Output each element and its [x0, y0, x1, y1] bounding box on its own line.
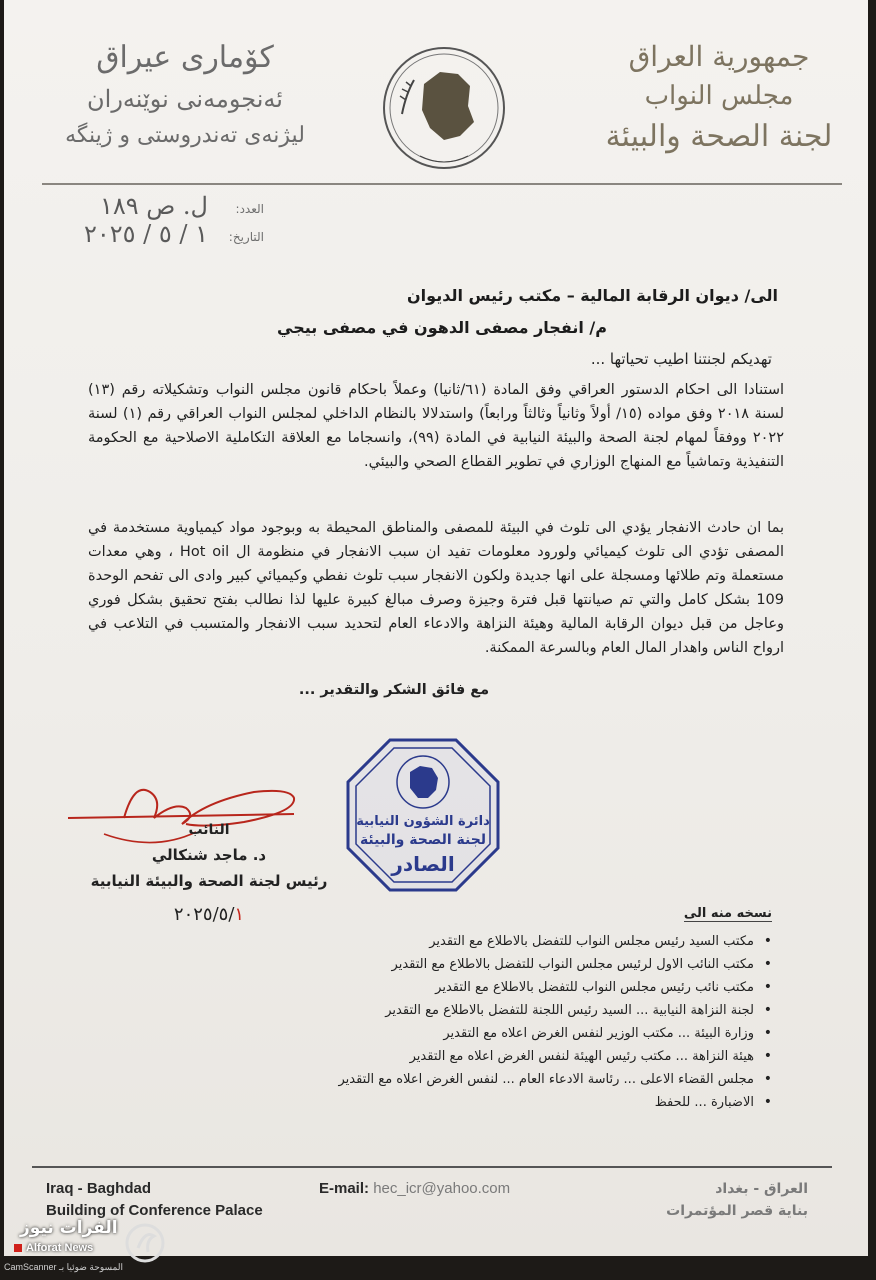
letter-page	[4, 0, 868, 1256]
list-item: • هيئة النزاهة ... مكتب رئيس الهيئة لنفس الغرض اعلاه مع التقدير	[212, 1045, 772, 1068]
recipient: الى/ ديوان الرقابة المالية – مكتب رئيس الديوان	[407, 286, 778, 305]
greeting: تهديكم لجنتنا اطيب تحياتها ...	[590, 350, 772, 368]
subject: م/ انفجار مصفى الدهون في مصفى بيجي	[277, 318, 607, 337]
list-item: • وزارة البيئة ... مكتب الوزير لنفس الغرض اعلاه مع التقدير	[212, 1022, 772, 1045]
watermark-square-icon	[14, 1244, 22, 1252]
header-kurdish-line2: ئەنجومەنی نوێنەران	[87, 85, 283, 113]
list-item: • مكتب السيد رئيس مجلس النواب للتفضل بالاطلاع مع التقدير	[212, 930, 772, 953]
stamp-line1: دائرة الشؤون النيابية	[356, 814, 490, 829]
header-arabic	[604, 40, 834, 162]
iraq-map-icon	[422, 72, 474, 140]
footer-email	[319, 1180, 510, 1197]
watermark-arabic: الفرات نيوز	[20, 1218, 118, 1238]
footer-address-en	[46, 1178, 263, 1222]
scanner-label: CamScanner المسوحة ضوئيا بـ	[4, 1262, 123, 1272]
footer-building-ar: بناية قصر المؤتمرات	[666, 1203, 808, 1219]
number-value: ل. ص ١٨٩	[99, 192, 208, 220]
header-kurdish-line1: كۆماری عیراق	[96, 40, 274, 75]
date-label: التاريخ:	[228, 230, 264, 244]
number-label: العدد:	[235, 202, 264, 216]
signature-date-printed: ٢٠٢٥/٥/	[173, 904, 235, 925]
list-item: • الاضبارة ... للحفظ	[212, 1091, 772, 1114]
watermark-logo-icon	[124, 1222, 166, 1264]
header-kurdish-line3: لیژنەی تەندروستی و ژینگە	[65, 123, 305, 148]
list-item: • مكتب نائب رئيس مجلس النواب للتفضل بالاطلاع مع التقدير	[212, 976, 772, 999]
body-paragraph-2: بما ان حادث الانفجار يؤدي الى تلوث في البيئة للمصفى والمناطق المحيطة به وبوجود مواد كيمياوية مستخدمة في المصفى تؤدي الى تلوث كيميائي ولورود معلومات تفيد ان سبب الانفجار في منظومة ال Hot oil ، وهي معدات مستعملة وتم طلائها ومسجلة على انها جديدة ولكون الانفجار سبب تلوث نفطي وكيميائي كبير وادى الى تفحم الوحدة 109 بشكل كامل والتي تم صيانتها قبل فترة وجيزة وصرف مبالغ كبيرة عليها لذا نطالب بفتح تحقيق بشكل فوري وعاجل من قبل ديوان الرقابة المالية وهيئة النزاهة والادعاء العام لتحديد سبب الانفجار والمتسبب في التلاعب في ارواح الناس واهدار المال العام وبالسرعة الممكنة.	[88, 520, 784, 656]
signer-title: النائب	[188, 822, 230, 838]
copies-list	[212, 930, 772, 1114]
header-divider	[42, 183, 842, 185]
stamp-line2: لجنة الصحة والبيئة	[359, 832, 487, 848]
header-arabic-line2: مجلس النواب	[644, 81, 794, 111]
signer-role: رئيس لجنة الصحة والبيئة النيابية	[90, 872, 328, 890]
signature-date-handwritten: ١	[234, 904, 245, 925]
reference-block	[34, 192, 264, 252]
stamp-line3: الصادر	[391, 852, 455, 876]
copies-title: نسخه منه الى	[683, 906, 772, 921]
email-value: hec_icr@yahoo.com	[373, 1180, 511, 1197]
watermark-english: Alforat News	[26, 1242, 94, 1254]
signature-date	[44, 904, 374, 925]
footer-city: Iraq - Baghdad	[46, 1180, 152, 1197]
footer-address-ar	[666, 1178, 808, 1222]
signer-name: د. ماجد شنكالي	[151, 846, 267, 864]
body-paragraph-1: استنادا الى احكام الدستور العراقي وفق المادة (٦١/ثانيا) وعملاً باحكام قانون مجلس النواب وتشكيلاته رقم (١٣) لسنة ٢٠١٨ وفق مواده (١٥/ أولاً وثانياً وثالثاً ورابعاً) واستدلالا بالنظام الداخلي لمجلس النواب العراقي رقم (١) لسنة ٢٠٢٢ ووفقاً لمهام لجنة الصحة والبيئة النيابية في المادة (٩٩)، وانسجاما مع العلاقة التكاملية الاصلاحية مع الحكومة التنفيذية وتماشياً مع المنهاج الوزاري في تطوير القطاع الصحي والبيئي.	[88, 382, 784, 470]
footer-divider	[32, 1166, 832, 1168]
list-item: • مكتب النائب الاول لرئيس مجلس النواب للتفضل بالاطلاع مع التقدير	[212, 953, 772, 976]
header-arabic-line1: جمهورية العراق	[628, 40, 810, 73]
header-arabic-line3: لجنة الصحة والبيئة	[605, 119, 833, 154]
date-value: ١ / ٥ / ٢٠٢٥	[83, 220, 208, 248]
closing: مع فائق الشكر والتقدير ...	[298, 682, 490, 698]
footer-building: Building of Conference Palace	[46, 1202, 263, 1219]
footer-city-ar: العراق - بغداد	[715, 1181, 808, 1197]
parliament-emblem-logo	[380, 44, 508, 172]
list-item: • لجنة النزاهة النيابية ... السيد رئيس اللجنة للتفضل بالاطلاع مع التقدير	[212, 999, 772, 1022]
email-label: E-mail:	[319, 1180, 370, 1197]
list-item: • مجلس القضاء الاعلى ... رئاسة الادعاء العام ... لنفس الغرض اعلاه مع التقدير	[212, 1068, 772, 1091]
header-kurdish	[40, 40, 330, 158]
